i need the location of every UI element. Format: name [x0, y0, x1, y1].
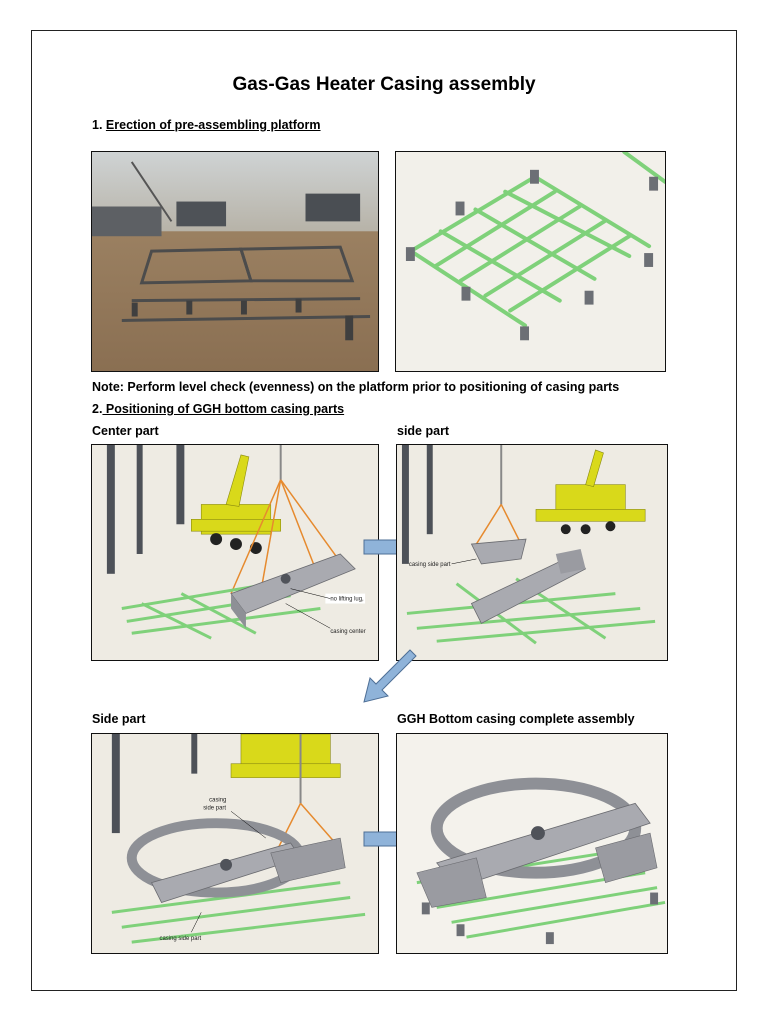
section-2-heading — [92, 402, 344, 416]
callout-casing-side-part-2a: casing — [209, 797, 227, 804]
callout-casing-side-part-2b: side part — [203, 805, 227, 812]
section-1-number: 1. — [92, 118, 103, 132]
section-1-heading — [92, 118, 321, 132]
side-part-assembly-render — [91, 733, 379, 954]
section-1-label: Erection of pre-assembling platform — [105, 118, 321, 132]
note-text: Note: Perform level check (evenness) on the platform prior to positioning of casing parts — [92, 380, 620, 394]
caption-center-part: Center part — [92, 424, 159, 438]
caption-side-part-top: side part — [397, 424, 450, 438]
complete-assembly-render — [396, 733, 668, 954]
site-photo — [91, 151, 379, 372]
page-title: Gas-Gas Heater Casing assembly — [232, 74, 536, 95]
callout-casing-center: casing center — [330, 629, 366, 636]
section-2-number: 2. — [92, 402, 103, 416]
callout-casing-side-part: casing side part — [408, 561, 451, 568]
arrow-down-left-icon — [360, 648, 418, 706]
side-part-render — [396, 444, 668, 661]
caption-complete-assembly: GGH Bottom casing complete assembly — [397, 712, 635, 726]
callout-lifting-lug: no lifting lug, — [330, 596, 364, 603]
section-2-label: Positioning of GGH bottom casing parts — [102, 402, 345, 416]
platform-render — [395, 151, 666, 372]
callout-casing-side-part-3: casing side part — [159, 936, 202, 943]
center-part-render — [91, 444, 379, 661]
caption-side-part-bottom: Side part — [92, 712, 146, 726]
